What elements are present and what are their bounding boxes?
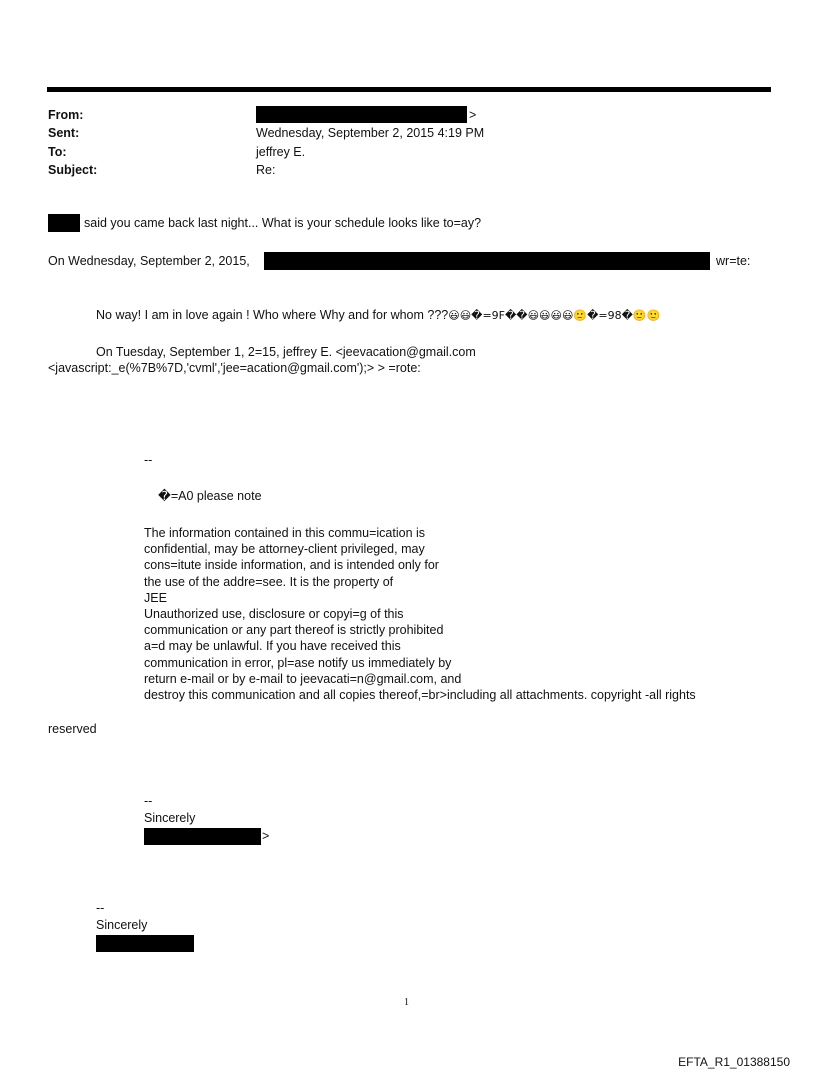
to-value: jeffrey E. [256,145,306,159]
disclaimer-line: JEE [144,590,167,605]
header-rule [47,87,771,92]
subject-value: Re: [256,163,276,177]
redaction-signature3 [96,935,194,952]
to-label: To: [48,145,67,159]
disclaimer-line: confidential, may be attorney-client privileged, may [144,542,425,557]
redaction-from [256,106,467,123]
from-label: From: [48,108,84,122]
document-id: EFTA_R1_01388150 [678,1055,790,1069]
subject-label: Subject: [48,163,98,177]
quote-intro-prefix: On Wednesday, September 2, 2015, [48,254,250,268]
signature3-dash: -- [96,901,105,915]
redaction-name [48,214,80,232]
disclaimer-line: communication or any part thereof is strictly prohibited [144,623,444,638]
sent-label: Sent: [48,126,80,140]
disclaimer-line: Unauthorized use, disclosure or copyi=g of this [144,607,404,622]
signature2-sincerely: Sincerely [144,811,196,825]
signature2-suffix: > [262,829,270,843]
redaction-sender [264,252,710,270]
disclaimer-tail: reserved [48,722,97,736]
disclaimer-line: communication in error, pl=ase notify us immediately by [144,655,452,670]
reply-text: No way! I am in love again ! Who where Why and for whom ??? [96,308,449,322]
quote-intro-suffix: wr=te: [716,254,751,268]
disclaimer-line: destroy this communication and all copies thereof,=br>including all attachments. copyright -all rights [144,688,696,703]
from-suffix: > [469,108,477,122]
disclaimer-line: The information contained in this commu=ication is [144,526,426,540]
signature2-dash: -- [144,794,153,808]
disclaimer-line: the use of the addre=see. It is the property of [144,574,394,589]
disclaimer-line: a=d may be unlawful. If you have received this [144,639,401,654]
please-note: �=A0 please note [158,489,262,503]
redaction-signature2 [144,828,261,845]
sent-value: Wednesday, September 2, 2015 4:19 PM [256,126,485,140]
quote2-line1: On Tuesday, September 1, 2=15, jeffrey E. <jeevacation@gmail.com [96,345,476,359]
disclaimer-line: return e-mail or by e-mail to jeevacati=n@gmail.com, and [144,671,462,686]
disclaimer-block [144,525,696,703]
reply-line [96,308,660,323]
quote2-line2: <javascript:_e(%7B%7D,'cvml','jee=acation@gmail.com');> > =rote: [48,361,421,375]
signature-dash: -- [144,453,153,467]
disclaimer-line: cons=itute inside information, and is intended only for [144,558,439,573]
reply-emoji: 😃😃�=9F��😃😃😃😃🙂�=98�🙂🙂 [448,309,661,322]
page-number: 1 [404,997,409,1008]
signature3-sincerely: Sincerely [96,918,148,932]
body-line1: said you came back last night... What is your schedule looks like to=ay? [84,216,482,230]
